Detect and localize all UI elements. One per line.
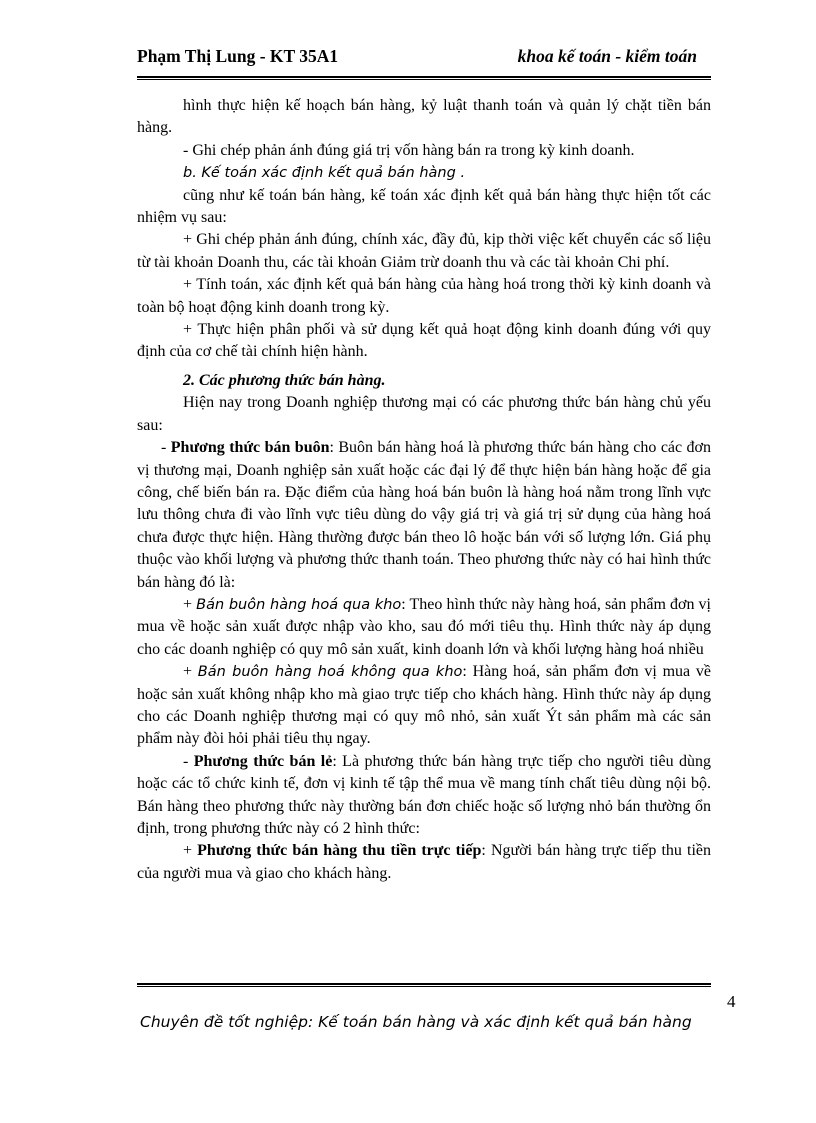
paragraph-text: : Người bán hàng trực tiếp thu tiền của người mua và giao cho khách hàng. [137, 842, 712, 882]
paragraph: cũng như kế toán bán hàng, kế toán xác định kết quả bán hàng thực hiện tốt các nhiệm vụ sau: [137, 186, 711, 227]
term-retail: Phương thức bán lẻ [193, 752, 333, 770]
paragraph-text: : Hàng hoá, sản phẩm đơn vị mua về hoặc sản xuất không nhập kho mà giao trực tiếp cho khách hàng. Hình thức này áp dụng cho các Doanh nghiệp thương mại có quy mô nhỏ, sản xuất Ýt sản phẩm mà các sản phẩm này đòi hỏi phải tiêu thụ ngay. [137, 663, 712, 748]
paragraph [137, 437, 711, 594]
paragraph-prefix: - [183, 752, 194, 770]
paragraph-prefix: + [183, 663, 198, 681]
page-number: 4 [727, 992, 736, 1011]
paragraph [137, 840, 711, 885]
paragraph-text: : Buôn bán hàng hoá là phương thức bán hàng cho các đơn vị thương mại, Doanh nghiệp sản xuất hoặc các đại lý để thực hiện bán hàng hoặc để gia công, chế biến bán ra. Đặc điểm của hàng hoá bán buôn là hàng hoá nằm trong lĩnh vực lưu thông chưa đi vào lĩnh vực tiêu dùng do vậy giá trị và giá trị sử dụng của hàng hoá chưa được thực hiện. Hàng thường được bán theo lô hoặc bán với số lượng lớn. Giá phụ thuộc vào khối lượng và phương thức thanh toán. Theo phương thức này có hai hình thức bán hàng đó là: [137, 439, 712, 591]
paragraph: hình thực hiện kế hoạch bán hàng, kỷ luật thanh toán và quản lý chặt tiền bán hàng. [137, 97, 711, 137]
section-heading: 2. Các phương thức bán hàng. [183, 371, 386, 389]
paragraph [137, 661, 711, 751]
paragraph-prefix: + [183, 595, 197, 613]
paragraph [137, 594, 711, 661]
term-wholesale: Phương thức bán buôn [170, 439, 330, 457]
term-no-warehouse: Bán buôn hàng hoá không qua kho [197, 664, 463, 681]
subheading: b. Kế toán xác định kết quả bán hàng . [183, 165, 466, 182]
paragraph: - Ghi chép phản ánh đúng giá trị vốn hàng bán ra trong kỳ kinh doanh. [183, 141, 635, 159]
term-direct-collection: Phương thức bán hàng thu tiền trực tiếp [197, 842, 482, 860]
paragraph-prefix: + [183, 842, 198, 860]
paragraph: + Tính toán, xác định kết quả bán hàng của hàng hoá trong thời kỳ kinh doanh và toàn bộ hoạt động kinh doanh trong kỳ. [137, 276, 711, 316]
document-body [137, 95, 711, 885]
term-via-warehouse: Bán buôn hàng hoá qua kho [196, 596, 402, 613]
paragraph-text: : Theo hình thức này hàng hoá, sản phẩm đơn vị mua về hoặc sản xuất được nhập vào kho, sau đó mới tiêu thụ. Hình thức này áp dụng cho các doanh nghiệp có quy mô sản xuất, kinh doanh lớn và khối lượng hàng hoá nhiều [137, 595, 711, 658]
paragraph: + Ghi chép phản ánh đúng, chính xác, đầy đủ, kịp thời việc kết chuyển các số liệu từ tài khoản Doanh thu, các tài khoản Giảm trừ doanh thu và các tài khoản Chi phí. [137, 231, 711, 271]
paragraph: Hiện nay trong Doanh nghiệp thương mại có các phương thức bán hàng chủ yếu sau: [137, 394, 711, 434]
paragraph [137, 751, 711, 841]
paragraph: + Thực hiện phân phối và sử dụng kết quả hoạt động kinh doanh đúng với quy định của cơ chế tài chính hiện hành. [137, 321, 711, 361]
header-author: Phạm Thị Lung - KT 35A1 [137, 46, 339, 66]
paragraph-prefix: - [161, 439, 171, 457]
header-department: khoa kế toán - kiểm toán [517, 46, 697, 66]
header-rule [137, 76, 711, 80]
page-footer: Chuyên đề tốt nghiệp: Kế toán bán hàng và xác định kết quả bán hàng [140, 1013, 692, 1031]
footer-rule [137, 983, 711, 987]
paragraph-text: : Là phương thức bán hàng trực tiếp cho người tiêu dùng hoặc các tổ chức kinh tế, đơn vị kinh tế tập thể mua về mang tính chất tiêu dùng nội bộ. Bán hàng theo phương thức này thường bán đơn chiếc hoặc số lượng nhỏ bán thường ổn định, trong phương thức này có 2 hình thức: [137, 752, 711, 837]
page-header [137, 46, 697, 76]
